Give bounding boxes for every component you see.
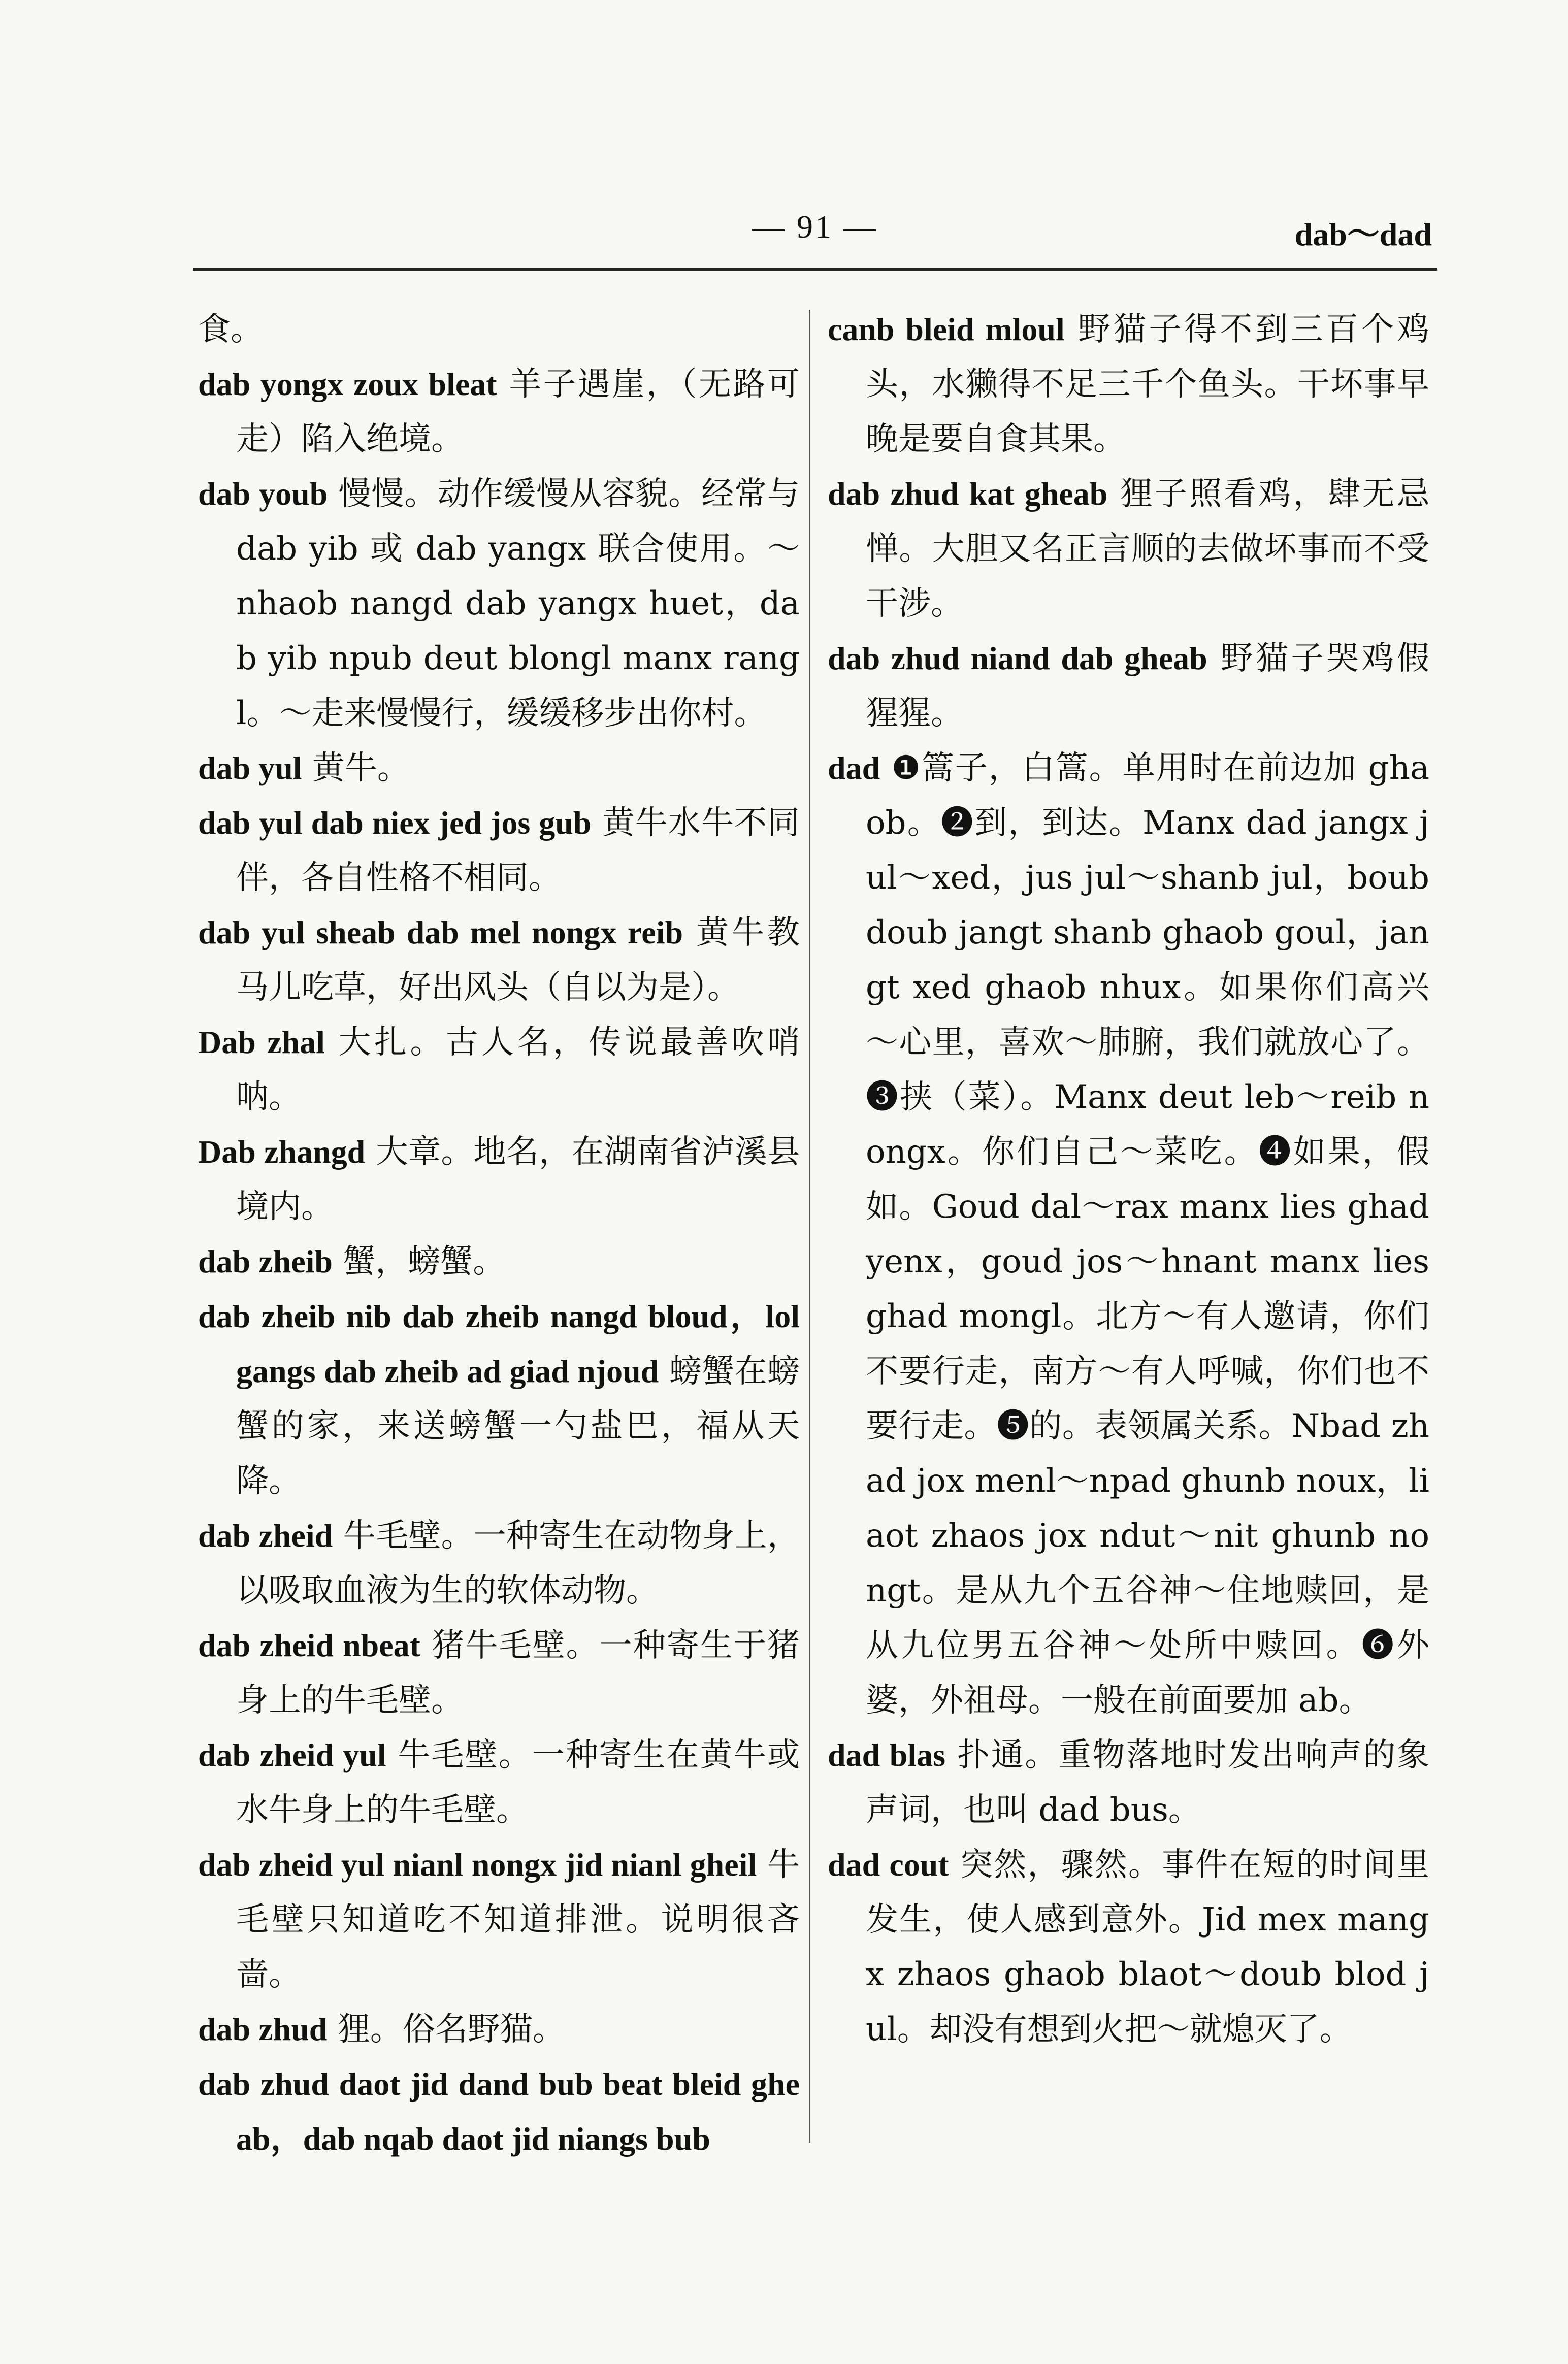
entry-definition: ❶篙子，白篙。单用时在前边加 ghaob。❷到，到达。Manx dad jangx jul～xed，jus jul～shanb jul，boub doub jangt shanb ghaob goul，jangt xed ghaob nhux。如果你们高兴～心里，喜欢～肺腑，我们就放心了。❸挟（菜）。Manx deut leb～reib nongx。你们自己～菜吃。❹如果，假如。Goud dal～rax manx lies ghad yenx，goud jos～hnant manx lies ghad mongl。北方～有人邀请，你们不要行走，南方～有人呼喊，你们也不要行走。❺的。表领属关系。Nbad zhad jox menl～npad ghunb noux，liaot zhaos jox ndut～nit ghunb nongt。是从九个五谷神～住地赎回，是从九位男五谷神～处所中赎回。❻外婆，外祖母。一般在前面要加 ab。 — [866, 749, 1429, 1719]
column-divider — [809, 310, 810, 2143]
entry-definition: 大扎。古人名，传说最善吹哨呐。 — [236, 1024, 800, 1116]
entry-headword: dab yongx zoux bleat — [198, 366, 497, 402]
dictionary-entry — [198, 1618, 800, 1728]
dictionary-entry — [828, 1837, 1429, 2057]
entry-definition: 黄牛。 — [302, 749, 410, 787]
dictionary-entry — [198, 1728, 800, 1837]
running-head: dab～dad — [1294, 216, 1432, 252]
dictionary-entry — [198, 741, 800, 796]
entry-definition: 食。 — [198, 311, 263, 348]
entry-definition: 黄牛水牛不同伴，各自性格不相同。 — [236, 804, 800, 897]
dictionary-entry — [828, 302, 1429, 467]
entry-headword: dab yul sheab dab mel nongx reib — [198, 914, 683, 950]
entry-headword: dab zheid yul nianl nongx jid nianl gheil — [198, 1847, 757, 1883]
dictionary-entry — [198, 1015, 800, 1125]
header-rule — [193, 268, 1437, 271]
entry-headword: dab zhud kat gheab — [828, 476, 1108, 512]
entry-headword: dab zheid — [198, 1518, 333, 1554]
entry-headword: dab zheid nbeat — [198, 1627, 420, 1663]
dictionary-entry — [198, 1234, 800, 1289]
dictionary-entry — [198, 1837, 800, 2002]
dictionary-entry — [198, 905, 800, 1015]
dictionary-entry — [198, 357, 800, 467]
entry-definition: 牛毛壁只知道吃不知道排泄。说明很吝啬。 — [236, 1846, 800, 1993]
page-header — [198, 208, 1432, 264]
entry-definition: 蟹，螃蟹。 — [332, 1243, 506, 1280]
dictionary-entry — [198, 1125, 800, 1234]
dictionary-entry — [828, 741, 1429, 1728]
entry-headword: dab zheib — [198, 1243, 333, 1279]
left-column — [198, 302, 800, 2166]
entry-definition: 牛毛壁。一种寄生在黄牛或水牛身上的牛毛壁。 — [236, 1736, 800, 1829]
entry-headword: dad blas — [828, 1737, 946, 1773]
entry-definition: 黄牛教马儿吃草，好出风头（自以为是）。 — [236, 914, 800, 1006]
dictionary-entry — [198, 302, 800, 357]
dictionary-entry — [198, 796, 800, 905]
entry-headword: dab yul — [198, 750, 302, 786]
entry-definition: 羊子遇崖，（无路可走）陷入绝境。 — [236, 366, 800, 458]
entry-headword: dab youb — [198, 476, 328, 512]
dictionary-entry — [198, 2002, 800, 2057]
dictionary-entry — [198, 1289, 800, 1508]
dictionary-entry — [198, 2057, 800, 2166]
entry-definition: 狸子照看鸡，肆无忌惮。大胆又名正言顺的去做坏事而不受干涉。 — [866, 475, 1430, 622]
entry-headword: dab zheib nib dab zheib nangd bloud，lol gangs dab zheib ad giad njoud — [198, 1298, 800, 1389]
entry-definition: 螃蟹在螃蟹的家，来送螃蟹一勺盐巴，福从天降。 — [236, 1353, 800, 1500]
entry-definition: 野猫子哭鸡假猩猩。 — [866, 640, 1430, 732]
entry-definition: 突然，骤然。事件在短的时间里发生，使人感到意外。Jid mex mangx zhaos ghaob blaot～doub blod jul。却没有想到火把～就熄灭了。 — [866, 1846, 1430, 2048]
page-number: — 91 — — [752, 209, 878, 245]
entry-definition: 慢慢。动作缓慢从容貌。经常与 dab yib 或 dab yangx 联合使用。～nhaob nangd dab yangx huet，dab yib npub deut blongl manx rangl。～走来慢慢行，缓缓移步出你村。 — [236, 475, 800, 732]
dictionary-entry — [828, 1728, 1429, 1837]
entry-headword: dab zheid yul — [198, 1737, 386, 1773]
entry-headword: dab zhud — [198, 2011, 328, 2047]
entry-headword: Dab zhangd — [198, 1134, 366, 1170]
dictionary-entry — [828, 467, 1429, 631]
entry-definition: 野猫子得不到三百个鸡头，水獭得不足三千个鱼头。干坏事早晚是要自食其果。 — [866, 311, 1430, 458]
entry-headword: canb bleid mloul — [828, 311, 1065, 347]
entry-definition: 扑通。重物落地时发出响声的象声词，也叫 dad bus。 — [866, 1736, 1430, 1829]
entry-headword: Dab zhal — [198, 1024, 325, 1060]
entry-headword: dab zhud daot jid dand bub beat bleid gheab，dab nqab daot jid niangs bub — [198, 2066, 800, 2157]
entry-headword: dad — [828, 750, 880, 786]
dictionary-entry — [828, 631, 1429, 741]
entry-headword: dad cout — [828, 1847, 949, 1883]
entry-definition: 大章。地名，在湖南省泸溪县境内。 — [236, 1133, 800, 1226]
entry-headword: dab zhud niand dab gheab — [828, 640, 1207, 676]
dictionary-entry — [198, 467, 800, 741]
entry-definition: 牛毛壁。一种寄生在动物身上，以吸取血液为生的软体动物。 — [236, 1517, 800, 1610]
entry-definition: 狸。俗名野猫。 — [327, 2011, 565, 2048]
right-column — [828, 302, 1429, 2057]
entry-definition: 猪牛毛壁。一种寄生于猪身上的牛毛壁。 — [236, 1627, 800, 1719]
dictionary-entry — [198, 1508, 800, 1618]
entry-headword: dab yul dab niex jed jos gub — [198, 805, 592, 841]
